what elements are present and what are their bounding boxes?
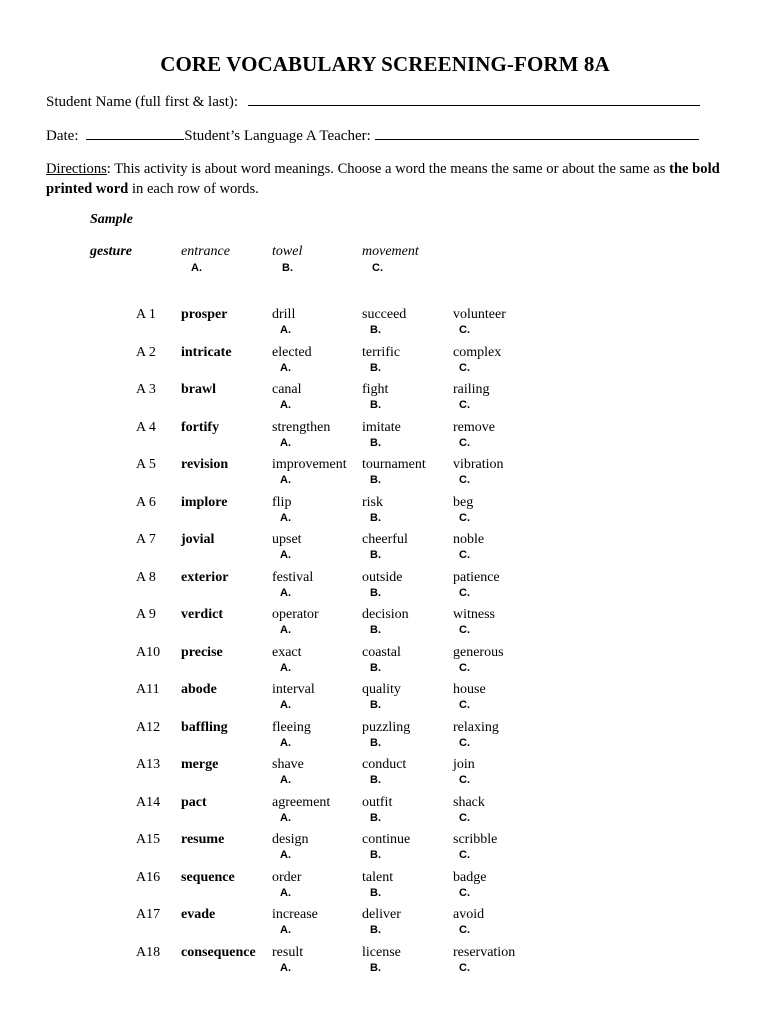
option-letter-a: A. (280, 924, 291, 936)
question-number: A 1 (136, 307, 156, 322)
option-b[interactable]: succeed (362, 307, 407, 322)
option-a[interactable]: festival (272, 569, 314, 585)
question-number: A 2 (136, 344, 156, 360)
question-row (0, 757, 770, 793)
option-c[interactable]: witness (453, 607, 495, 622)
question-word: sequence (181, 869, 235, 885)
teacher-label: Student’s Language A Teacher: (184, 128, 371, 144)
option-c[interactable]: badge (453, 869, 487, 885)
option-c[interactable]: beg (453, 494, 474, 510)
question-number: A10 (136, 644, 161, 660)
option-letter-a: A. (280, 886, 291, 899)
option-a[interactable]: improvement (272, 457, 347, 472)
option-letter-c: C. (459, 436, 470, 449)
question-row (0, 420, 770, 456)
option-b[interactable]: deliver (362, 907, 401, 922)
option-letter-a: A. (280, 849, 291, 861)
question-word: jovial (181, 532, 215, 547)
sample-label: Sample (90, 212, 133, 227)
directions-end: in each row of words. (128, 181, 259, 197)
option-c[interactable]: noble (453, 532, 485, 547)
option-letter-c: C. (459, 361, 470, 374)
option-a[interactable]: strengthen (272, 419, 331, 435)
question-number: A 7 (136, 532, 156, 547)
question-row (0, 645, 770, 681)
option-c[interactable]: house (453, 682, 486, 697)
option-letter-a: A. (280, 586, 291, 599)
question-row (0, 457, 770, 493)
question-word: fortify (181, 419, 220, 435)
option-letter-b: B. (370, 586, 381, 599)
option-letter-a: A. (280, 699, 291, 711)
directions-text: : This activity is about word meanings. Choose a word the means the same or about the same as (106, 161, 670, 177)
option-letter-a: A. (280, 361, 291, 374)
option-a[interactable]: result (272, 944, 304, 960)
option-a[interactable]: flip (272, 494, 292, 510)
option-c[interactable]: relaxing (453, 719, 499, 735)
directions (46, 159, 726, 199)
option-c[interactable]: railing (453, 382, 490, 397)
option-letter-a: A. (280, 399, 291, 411)
option-letter-c: C. (459, 774, 470, 786)
question-row (0, 345, 770, 381)
option-a[interactable]: elected (272, 344, 312, 360)
question-number: A17 (136, 907, 161, 922)
sample-word: gesture (90, 244, 132, 259)
question-row (0, 532, 770, 568)
option-c[interactable]: scribble (453, 832, 498, 847)
option-letter-b: B. (370, 436, 381, 449)
student-name-field[interactable] (248, 92, 700, 106)
option-a[interactable]: agreement (272, 794, 331, 810)
option-c[interactable]: reservation (453, 944, 516, 960)
option-letter-b: B. (370, 511, 381, 524)
option-letter-c: C. (459, 661, 470, 674)
question-row (0, 307, 770, 343)
question-word: evade (181, 907, 216, 922)
option-a[interactable]: upset (272, 532, 302, 547)
question-number: A14 (136, 794, 161, 810)
option-letter-a: A. (280, 436, 291, 449)
directions-bold: the bold printed word (46, 161, 720, 197)
question-word: revision (181, 457, 229, 472)
question-row (0, 945, 770, 981)
option-letter-b: B. (370, 849, 381, 861)
student-name-line (46, 92, 700, 111)
option-letter-b: B. (370, 624, 381, 636)
question-row (0, 870, 770, 906)
option-letter-a: A. (280, 774, 291, 786)
question-row (0, 832, 770, 868)
option-letter-c: C. (459, 624, 470, 636)
option-b[interactable]: continue (362, 832, 411, 847)
question-word: exterior (181, 569, 229, 585)
option-a[interactable]: shave (272, 757, 304, 772)
question-row (0, 495, 770, 531)
option-c[interactable]: shack (453, 794, 485, 810)
option-letter-a: A. (280, 736, 291, 749)
option-letter-c: C. (459, 736, 470, 749)
question-number: A 5 (136, 457, 156, 472)
question-number: A12 (136, 719, 161, 735)
option-letter-b: B. (370, 699, 381, 711)
option-b[interactable]: cheerful (362, 532, 408, 547)
option-b[interactable]: coastal (362, 644, 401, 660)
option-b[interactable]: outfit (362, 794, 393, 810)
option-c[interactable]: vibration (453, 457, 504, 472)
option-letter-c: C. (459, 961, 470, 974)
question-word: merge (181, 757, 219, 772)
page-title: CORE VOCABULARY SCREENING-FORM 8A (160, 52, 610, 76)
option-c[interactable]: remove (453, 419, 495, 435)
option-letter-a: A. (280, 624, 291, 636)
option-a[interactable]: interval (272, 682, 315, 697)
option-a[interactable]: fleeing (272, 719, 311, 735)
option-letter-b: B. (370, 661, 381, 674)
option-letter-a: A. (280, 549, 291, 561)
question-word: resume (181, 832, 225, 847)
option-letter-a: A. (280, 661, 291, 674)
option-letter-b: B. (370, 774, 381, 786)
option-b[interactable]: conduct (362, 757, 407, 772)
option-c[interactable]: avoid (453, 907, 485, 922)
option-letter-b: B. (370, 961, 381, 974)
sample-option-c: movement (362, 244, 419, 259)
option-letter-a: A. (280, 961, 291, 974)
question-row (0, 720, 770, 756)
option-c[interactable]: volunteer (453, 307, 506, 322)
option-letter-c: C. (459, 511, 470, 524)
option-b[interactable]: tournament (362, 457, 426, 472)
question-number: A18 (136, 944, 161, 960)
option-a[interactable]: drill (272, 307, 296, 322)
sample-letter-b: B. (282, 262, 293, 274)
option-letter-c: C. (459, 699, 470, 711)
option-letter-c: C. (459, 324, 470, 336)
option-b[interactable]: quality (362, 682, 401, 697)
question-row (0, 570, 770, 606)
option-letter-c: C. (459, 549, 470, 561)
option-b[interactable]: talent (362, 869, 394, 885)
option-letter-a: A. (280, 324, 291, 336)
date-field[interactable] (86, 126, 184, 140)
sample-option-a: entrance (181, 244, 230, 259)
option-letter-b: B. (370, 736, 381, 749)
option-b[interactable]: terrific (362, 344, 401, 360)
option-c[interactable]: patience (453, 569, 500, 585)
option-c[interactable]: generous (453, 644, 504, 660)
question-word: prosper (181, 307, 228, 322)
option-a[interactable]: increase (272, 907, 318, 922)
question-number: A 6 (136, 494, 156, 510)
question-word: verdict (181, 607, 223, 622)
option-letter-a: A. (280, 811, 291, 824)
option-a[interactable]: exact (272, 644, 302, 660)
option-letter-c: C. (459, 586, 470, 599)
question-row (0, 795, 770, 831)
option-b[interactable]: decision (362, 607, 409, 622)
option-b[interactable]: license (362, 944, 401, 960)
question-word: intricate (181, 344, 232, 360)
question-number: A13 (136, 757, 161, 772)
sample-letter-c: C. (372, 262, 383, 274)
question-number: A15 (136, 832, 161, 847)
question-word: pact (181, 794, 207, 810)
option-letter-b: B. (370, 811, 381, 824)
option-letter-b: B. (370, 886, 381, 899)
directions-label: Directions (46, 161, 107, 177)
sample-option-b: towel (272, 244, 303, 259)
option-letter-a: A. (280, 474, 291, 486)
question-word: brawl (181, 382, 216, 397)
question-word: precise (181, 644, 223, 660)
question-row (0, 682, 770, 718)
option-letter-a: A. (280, 511, 291, 524)
question-word: implore (181, 494, 228, 510)
option-letter-c: C. (459, 399, 470, 411)
option-letter-b: B. (370, 549, 381, 561)
question-row (0, 607, 770, 643)
option-letter-c: C. (459, 849, 470, 861)
option-letter-b: B. (370, 474, 381, 486)
option-b[interactable]: puzzling (362, 719, 411, 735)
option-letter-c: C. (459, 474, 470, 486)
question-row (0, 907, 770, 943)
option-c[interactable]: join (453, 757, 475, 772)
question-number: A16 (136, 869, 161, 885)
date-label: Date: (46, 128, 79, 144)
option-a[interactable]: order (272, 869, 302, 885)
question-number: A 4 (136, 419, 156, 435)
option-b[interactable]: outside (362, 569, 403, 585)
option-c[interactable]: complex (453, 344, 502, 360)
option-a[interactable]: design (272, 832, 309, 847)
option-letter-c: C. (459, 811, 470, 824)
question-row (0, 382, 770, 418)
option-letter-b: B. (370, 361, 381, 374)
question-word: abode (181, 682, 217, 697)
sample-letter-a: A. (191, 262, 202, 274)
question-word: consequence (181, 944, 256, 960)
question-number: A 8 (136, 569, 156, 585)
option-b[interactable]: fight (362, 382, 389, 397)
option-letter-b: B. (370, 324, 381, 336)
option-a[interactable]: operator (272, 607, 319, 622)
option-b[interactable]: risk (362, 494, 383, 510)
option-a[interactable]: canal (272, 382, 302, 397)
option-letter-c: C. (459, 924, 470, 936)
date-teacher-line (46, 126, 699, 145)
option-b[interactable]: imitate (362, 419, 401, 435)
question-word: baffling (181, 719, 228, 735)
student-name-label: Student Name (full first & last): (46, 94, 239, 110)
option-letter-c: C. (459, 886, 470, 899)
option-letter-b: B. (370, 924, 381, 936)
question-number: A 9 (136, 607, 156, 622)
question-number: A 3 (136, 382, 156, 397)
question-number: A11 (136, 682, 160, 697)
option-letter-b: B. (370, 399, 381, 411)
teacher-field[interactable] (375, 126, 699, 140)
